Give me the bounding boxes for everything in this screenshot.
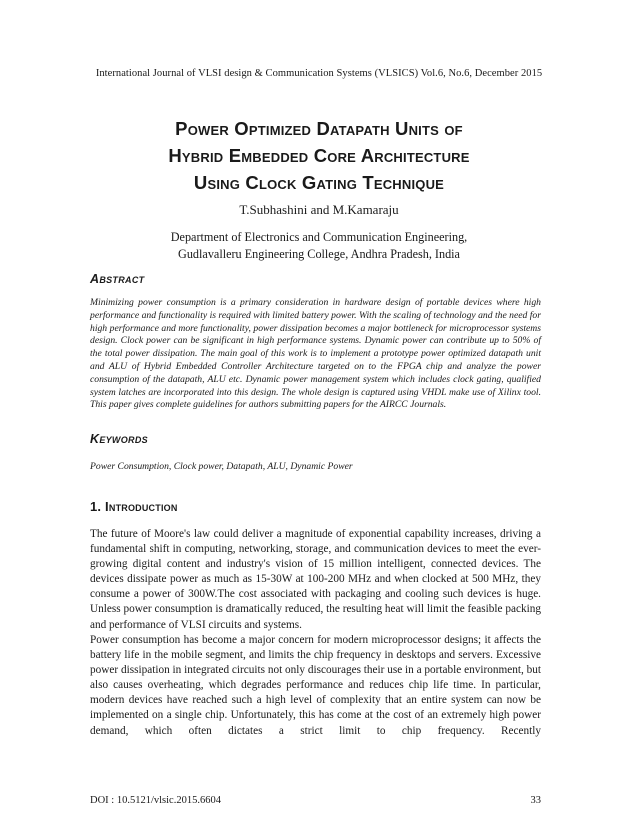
keywords-text: Power Consumption, Clock power, Datapath, ALU, Dynamic Power [90,461,353,472]
affiliation [0,229,638,262]
introduction-paragraph-2: Power consumption has become a major concern for modern microprocessor designs; it affects the battery life in the mobile segment, and limits the chip frequency in desktops and servers. Excessive power dissipation in integrated circuits not only discourages their use in a portable environment, but also causes overheating, which degrades performance and reduces chip life time. In particular, modern devices have reached such a high level of complexity that an entire system can now be implemented on a single chip. Unfortunately, this has come at the cost of an extremely high power demand, which often dictates a strict limit to chip frequency. Recently [90,634,541,737]
affiliation-line-1: Department of Electronics and Communication Engineering, [170,230,468,244]
affiliation-line-2: Gudlavalleru Engineering College, Andhra Pradesh, India [178,246,460,261]
title-line-1: Power Optimized Datapath Units of [175,118,463,139]
paper-title [60,115,578,196]
page-number: 33 [530,795,541,806]
introduction-heading: 1. Introduction [90,499,178,514]
footer-doi: DOI : 10.5121/vlsic.2015.6604 [90,795,221,806]
introduction-paragraph-1 [90,527,541,633]
abstract-text: Minimizing power consumption is a primary consideration in hardware design of portable devices where high performance and functionality is required with limited battery power. With the scaling of technology and the need for high performance and more functionality, power dissipation becomes a major bottleneck for microprocessor systems design. Clock power can be significant in high performance systems. Dynamic power can contribute up to 50% of the total power dissipation. The main goal of this work is to implement a prototype power optimized datapath unit and ALU of Hybrid Embedded Controller Architecture targeted on to the FPGA chip and analyze the power consumption of the datapath, ALU etc. Dynamic power management system which includes clock gating, qualified system latches are incorporated into this design. The whole design is captured using VHDL make use of Xilinx tool. This paper gives complete guidelines for authors submitting papers for the AIRCC Journals. [90,297,541,411]
keywords-heading: Keywords [90,432,148,446]
title-line-2: Hybrid Embedded Core Architecture [168,145,470,166]
authors: T.Subhashini and M.Kamaraju [239,202,399,217]
paragraph-1-text: The future of Moore's law could deliver a magnitude of exponential capability increases, driving a fundamental shift in computing, networking, storage, and communication devices to meet the ever-growing digital content and industry's vision of 15 million intelligent, connected devices. The devices dissipate power as much as 15-30W at 100-200 MHz and when clocked at 500 MHz, they consume a power of 300W.The cost associated with packaging and cooling such devices is huge. Unless power consumption is dramatically reduced, the resulting heat will limit the feasible packing and performance of VLSI circuits and systems. [90,528,541,631]
abstract-heading: Abstract [90,272,145,286]
journal-running-header: International Journal of VLSI design & Communication Systems (VLSICS) Vol.6, No.6, December 2015 [95,68,543,79]
title-line-3: Using Clock Gating Technique [193,172,445,193]
